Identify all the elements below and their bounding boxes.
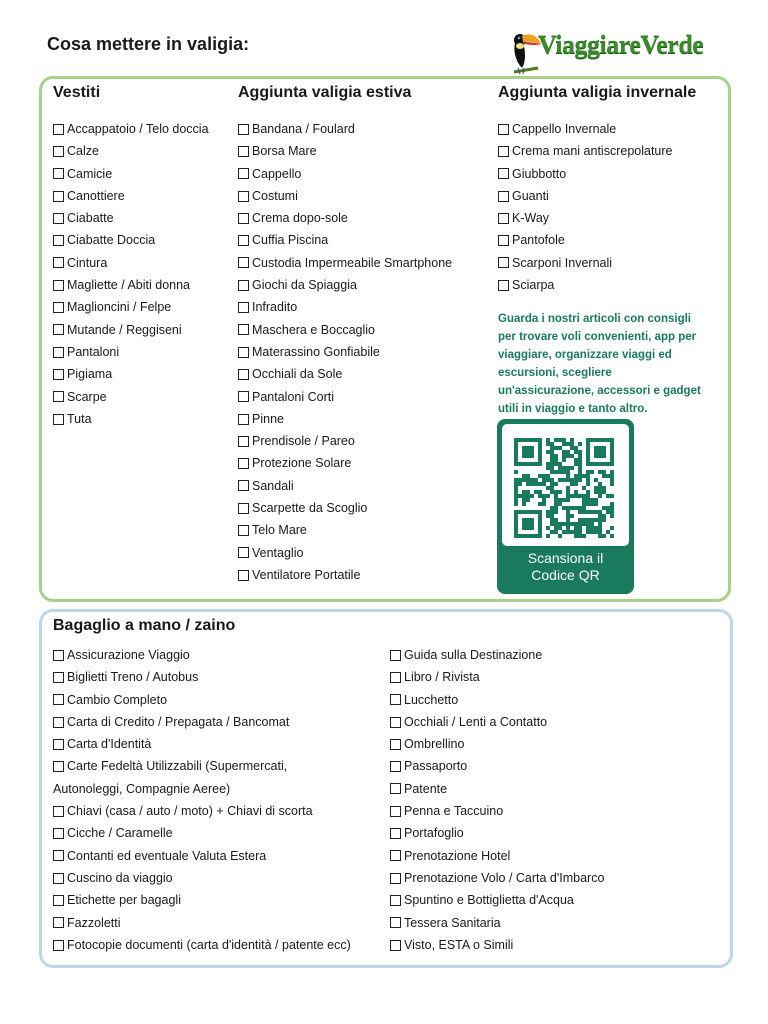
promo-line: utili in viaggio e tanto altro. [498, 403, 648, 415]
promo-line: escursioni, scegliere [498, 367, 612, 379]
bagaglio-item[interactable] [390, 867, 720, 889]
checkbox[interactable] [238, 391, 249, 402]
invernale-item[interactable] [498, 252, 724, 274]
checkbox[interactable] [390, 940, 401, 951]
checkbox[interactable] [390, 873, 401, 884]
checkbox[interactable] [498, 280, 509, 291]
checkbox[interactable] [53, 146, 64, 157]
invernale-item[interactable] [498, 118, 724, 140]
bagaglio-item[interactable] [53, 666, 383, 688]
bagaglio-label: Biglietti Treno / Autobus [67, 670, 199, 685]
vestiti-item[interactable] [53, 163, 233, 185]
estiva-label: Scarpette da Scoglio [252, 501, 368, 516]
bagaglio-label: Prenotazione Volo / Carta d'Imbarco [404, 870, 605, 885]
bagaglio-heading: Bagaglio a mano / zaino [53, 617, 236, 634]
bagaglio-item[interactable] [53, 733, 383, 755]
estiva-label: Custodia Impermeabile Smartphone [252, 255, 453, 270]
estiva-item[interactable] [238, 363, 488, 385]
qr-caption-line-1: Scansiona il [527, 550, 604, 566]
bagaglio-right-column [390, 644, 720, 956]
bagaglio-item[interactable] [53, 845, 383, 867]
checkbox[interactable] [53, 347, 64, 358]
bagaglio-label: Cicche / Caramelle [67, 826, 173, 841]
bagaglio-item[interactable] [390, 689, 720, 711]
bagaglio-label: Carta d'Identità [67, 737, 152, 752]
checkbox[interactable] [53, 280, 64, 291]
estiva-label: Costumi [252, 188, 298, 203]
vestiti-label: Maglioncini / Felpe [67, 300, 172, 315]
checkbox[interactable] [53, 257, 64, 268]
estiva-item[interactable] [238, 408, 488, 430]
checkbox[interactable] [390, 761, 401, 772]
bagaglio-left-column [53, 617, 383, 956]
bagaglio-label: Carta di Credito / Prepagata / Bancomat [67, 714, 290, 729]
bagaglio-item[interactable] [390, 711, 720, 733]
invernale-item[interactable] [498, 274, 724, 296]
bagaglio-item[interactable] [390, 912, 720, 934]
invernale-label: Giubbotto [512, 166, 567, 181]
bagaglio-label: Etichette per bagagli [67, 893, 181, 908]
bagaglio-label: Chiavi (casa / auto / moto) + Chiavi di scorta [67, 804, 313, 819]
checkbox[interactable] [238, 436, 249, 447]
checkbox[interactable] [390, 806, 401, 817]
checkbox[interactable] [390, 650, 401, 661]
bagaglio-label: Assicurazione Viaggio [67, 648, 190, 662]
checkbox[interactable] [390, 828, 401, 839]
estiva-item[interactable] [238, 118, 488, 140]
invernale-label: Guanti [512, 188, 549, 203]
vestiti-label: Accappatoio / Telo doccia [67, 122, 209, 136]
checkbox[interactable] [238, 213, 249, 224]
vestiti-column [53, 84, 233, 430]
checkbox[interactable] [238, 257, 249, 268]
brand-logo [508, 22, 724, 76]
estiva-item[interactable] [238, 564, 488, 586]
checkbox[interactable] [238, 570, 249, 581]
bagaglio-item[interactable] [390, 666, 720, 688]
estiva-label: Prendisole / Pareo [252, 434, 355, 449]
checkbox[interactable] [390, 850, 401, 861]
checkbox[interactable] [53, 414, 64, 425]
checkbox[interactable] [498, 235, 509, 246]
checkbox[interactable] [53, 806, 64, 817]
qr-caption-line-2: Codice QR [531, 567, 600, 583]
bagaglio-item[interactable] [390, 644, 720, 666]
vestiti-label: Tuta [67, 411, 92, 426]
bagaglio-label: Spuntino e Bottiglietta d'Acqua [404, 893, 574, 908]
toucan-icon [508, 22, 542, 76]
checkbox[interactable] [238, 302, 249, 313]
vestiti-label: Scarpe [67, 389, 107, 404]
bagaglio-label: Portafoglio [404, 826, 464, 841]
invernale-list [498, 118, 724, 296]
bagaglio-label: Ombrellino [404, 737, 465, 752]
qr-code-icon [502, 424, 629, 546]
qr-caption [497, 550, 634, 584]
estiva-item[interactable] [238, 497, 488, 519]
vestiti-label: Mutande / Reggiseni [67, 322, 182, 337]
checkbox[interactable] [53, 940, 64, 951]
checkbox[interactable] [53, 873, 64, 884]
vestiti-item[interactable] [53, 229, 233, 251]
estiva-column [238, 84, 488, 586]
checkbox[interactable] [53, 650, 64, 661]
estiva-label: Ventilatore Portatile [252, 567, 361, 582]
checkbox[interactable] [53, 302, 64, 313]
vestiti-item[interactable] [53, 140, 233, 162]
vestiti-item[interactable] [53, 296, 233, 318]
invernale-item[interactable] [498, 163, 724, 185]
bagaglio-wrap-line: Autonoleggi, Compagnie Aeree) [53, 781, 231, 796]
vestiti-label: Pigiama [67, 367, 113, 382]
estiva-label: Cuffia Piscina [252, 233, 329, 248]
vestiti-item[interactable] [53, 252, 233, 274]
vestiti-item[interactable] [53, 274, 233, 296]
estiva-label: Ventaglio [252, 545, 304, 560]
checkbox[interactable] [238, 458, 249, 469]
bagaglio-item[interactable] [390, 778, 720, 800]
bagaglio-label: Tessera Sanitaria [404, 915, 501, 930]
checkbox[interactable] [53, 917, 64, 928]
checkbox[interactable] [53, 761, 64, 772]
bagaglio-item[interactable] [53, 755, 383, 777]
estiva-item[interactable] [238, 319, 488, 341]
invernale-label: Cappello Invernale [512, 122, 617, 136]
bagaglio-list-right [390, 644, 720, 956]
bagaglio-label: Cuscino da viaggio [67, 870, 173, 885]
bagaglio-label: Fazzoletti [67, 915, 121, 930]
bagaglio-item[interactable] [390, 755, 720, 777]
bagaglio-item[interactable] [53, 711, 383, 733]
invernale-item[interactable] [498, 229, 724, 251]
vestiti-label: Calze [67, 144, 99, 159]
estiva-item[interactable] [238, 252, 488, 274]
estiva-item[interactable] [238, 185, 488, 207]
bagaglio-list-a [53, 644, 383, 778]
estiva-label: Infradito [252, 300, 298, 315]
estiva-item[interactable] [238, 452, 488, 474]
bagaglio-item[interactable] [53, 889, 383, 911]
bagaglio-item[interactable] [390, 800, 720, 822]
bagaglio-list-b [53, 800, 383, 956]
estiva-label: Protezione Solare [252, 456, 352, 471]
checkbox[interactable] [238, 280, 249, 291]
vestiti-heading: Vestiti [53, 84, 101, 101]
bagaglio-item[interactable] [53, 912, 383, 934]
estiva-item[interactable] [238, 207, 488, 229]
checkbox[interactable] [238, 235, 249, 246]
checkbox[interactable] [53, 191, 64, 202]
bagaglio-item[interactable] [53, 689, 383, 711]
vestiti-item[interactable] [53, 386, 233, 408]
vestiti-item[interactable] [53, 118, 233, 140]
bagaglio-label: Contanti ed eventuale Valuta Estera [67, 848, 267, 863]
checkbox[interactable] [53, 895, 64, 906]
estiva-item[interactable] [238, 542, 488, 564]
estiva-label: Occhiali da Sole [252, 367, 343, 382]
vestiti-item[interactable] [53, 363, 233, 385]
vestiti-label: Ciabatte [67, 211, 114, 226]
promo-line: viaggiare, organizzare viaggi ed [498, 349, 672, 361]
checkbox[interactable] [238, 146, 249, 157]
estiva-label: Borsa Mare [252, 144, 317, 159]
invernale-label: Scarponi Invernali [512, 255, 613, 270]
vestiti-label: Ciabatte Doccia [67, 233, 156, 248]
checkbox[interactable] [238, 480, 249, 491]
estiva-item[interactable] [238, 519, 488, 541]
invernale-item[interactable] [498, 140, 724, 162]
estiva-label: Pantaloni Corti [252, 389, 334, 404]
vestiti-item[interactable] [53, 408, 233, 430]
promo-line: un'assicurazione, accessori e gadget [498, 385, 701, 397]
checkbox[interactable] [53, 124, 64, 135]
estiva-item[interactable] [238, 296, 488, 318]
promo-line: Guarda i nostri articoli con consigli [498, 313, 691, 325]
vestiti-label: Cintura [67, 255, 108, 270]
invernale-label: Crema mani antiscrepolature [512, 144, 673, 159]
bagaglio-item[interactable] [53, 800, 383, 822]
vestiti-label: Pantaloni [67, 344, 120, 359]
bagaglio-label: Libro / Rivista [404, 670, 480, 685]
checkbox[interactable] [53, 369, 64, 380]
vestiti-label: Magliette / Abiti donna [67, 278, 190, 293]
promo-line: per trovare voli convenienti, app per [498, 331, 697, 343]
invernale-label: Sciarpa [512, 278, 555, 293]
invernale-column [498, 84, 724, 296]
checkbox[interactable] [390, 694, 401, 705]
checkbox[interactable] [238, 347, 249, 358]
bagaglio-item[interactable] [53, 822, 383, 844]
checkbox[interactable] [238, 547, 249, 558]
estiva-label: Crema dopo-sole [252, 211, 348, 226]
vestiti-item[interactable] [53, 341, 233, 363]
estiva-label: Materassino Gonfiabile [252, 344, 380, 359]
checkbox[interactable] [53, 391, 64, 402]
checkbox[interactable] [238, 503, 249, 514]
estiva-list [238, 118, 488, 586]
promo-text [498, 310, 720, 418]
vestiti-label: Camicie [67, 166, 113, 181]
bagaglio-label: Visto, ESTA o Simili [404, 937, 514, 952]
estiva-label: Maschera e Boccaglio [252, 322, 375, 337]
checkbox[interactable] [53, 694, 64, 705]
checkbox[interactable] [53, 324, 64, 335]
invernale-label: K-Way [512, 211, 550, 226]
bagaglio-item[interactable] [390, 733, 720, 755]
bagaglio-label: Lucchetto [404, 692, 459, 707]
checkbox[interactable] [238, 525, 249, 536]
invernale-item[interactable] [498, 185, 724, 207]
bagaglio-label: Prenotazione Hotel [404, 848, 511, 863]
checkbox[interactable] [238, 414, 249, 425]
estiva-item[interactable] [238, 430, 488, 452]
estiva-item[interactable] [238, 140, 488, 162]
checkbox[interactable] [53, 213, 64, 224]
bagaglio-label: Occhiali / Lenti a Contatto [404, 714, 548, 729]
vestiti-item[interactable] [53, 185, 233, 207]
qr-card[interactable] [497, 419, 634, 594]
checkbox[interactable] [390, 783, 401, 794]
checkbox[interactable] [238, 168, 249, 179]
checkbox[interactable] [238, 191, 249, 202]
bagaglio-item[interactable] [53, 644, 383, 666]
checkbox[interactable] [498, 191, 509, 202]
estiva-label: Pinne [252, 411, 284, 426]
checkbox[interactable] [238, 369, 249, 380]
invernale-heading: Aggiunta valigia invernale [498, 84, 697, 101]
checkbox[interactable] [498, 146, 509, 157]
estiva-item[interactable] [238, 274, 488, 296]
checkbox[interactable] [390, 895, 401, 906]
estiva-label: Giochi da Spiaggia [252, 278, 357, 293]
estiva-label: Sandali [252, 478, 294, 493]
vestiti-label: Canottiere [67, 188, 125, 203]
vestiti-list [53, 118, 233, 430]
bagaglio-item[interactable] [390, 845, 720, 867]
qr-code[interactable] [502, 424, 629, 546]
checkbox[interactable] [390, 672, 401, 683]
bagaglio-item[interactable] [390, 822, 720, 844]
bagaglio-label: Cambio Completo [67, 692, 168, 707]
checkbox[interactable] [53, 235, 64, 246]
bagaglio-label: Carte Fedeltà Utilizzabili (Supermercati, [67, 759, 288, 774]
checkbox[interactable] [498, 213, 509, 224]
bagaglio-item[interactable] [390, 934, 720, 956]
estiva-item[interactable] [238, 386, 488, 408]
bagaglio-label: Passaporto [404, 759, 468, 774]
checkbox[interactable] [390, 917, 401, 928]
checkbox[interactable] [238, 324, 249, 335]
bagaglio-item[interactable] [53, 867, 383, 889]
checkbox[interactable] [390, 739, 401, 750]
checkbox[interactable] [498, 257, 509, 268]
bagaglio-label: Fotocopie documenti (carta d'identità / patente ecc) [67, 937, 351, 952]
checkbox[interactable] [53, 828, 64, 839]
estiva-label: Telo Mare [252, 523, 307, 538]
invernale-item[interactable] [498, 207, 724, 229]
bagaglio-item[interactable] [53, 934, 383, 956]
checkbox[interactable] [238, 124, 249, 135]
checkbox[interactable] [53, 739, 64, 750]
estiva-item[interactable] [238, 341, 488, 363]
page-title: Cosa mettere in valigia: [47, 34, 250, 54]
checkbox[interactable] [53, 850, 64, 861]
bagaglio-label: Guida sulla Destinazione [404, 648, 543, 662]
estiva-label: Cappello [252, 166, 302, 181]
estiva-item[interactable] [238, 475, 488, 497]
checkbox[interactable] [390, 717, 401, 728]
estiva-label: Bandana / Foulard [252, 122, 355, 136]
brand-name: ViaggiareVerde [538, 30, 704, 59]
bagaglio-label: Patente [404, 781, 448, 796]
vestiti-item[interactable] [53, 207, 233, 229]
checkbox[interactable] [53, 168, 64, 179]
bagaglio-item[interactable] [390, 889, 720, 911]
checkbox[interactable] [53, 717, 64, 728]
vestiti-item[interactable] [53, 319, 233, 341]
checkbox[interactable] [53, 672, 64, 683]
estiva-item[interactable] [238, 229, 488, 251]
checkbox[interactable] [498, 124, 509, 135]
estiva-heading: Aggiunta valigia estiva [238, 84, 412, 101]
invernale-label: Pantofole [512, 233, 565, 248]
estiva-item[interactable] [238, 163, 488, 185]
bagaglio-label: Penna e Taccuino [404, 804, 504, 819]
checkbox[interactable] [498, 168, 509, 179]
